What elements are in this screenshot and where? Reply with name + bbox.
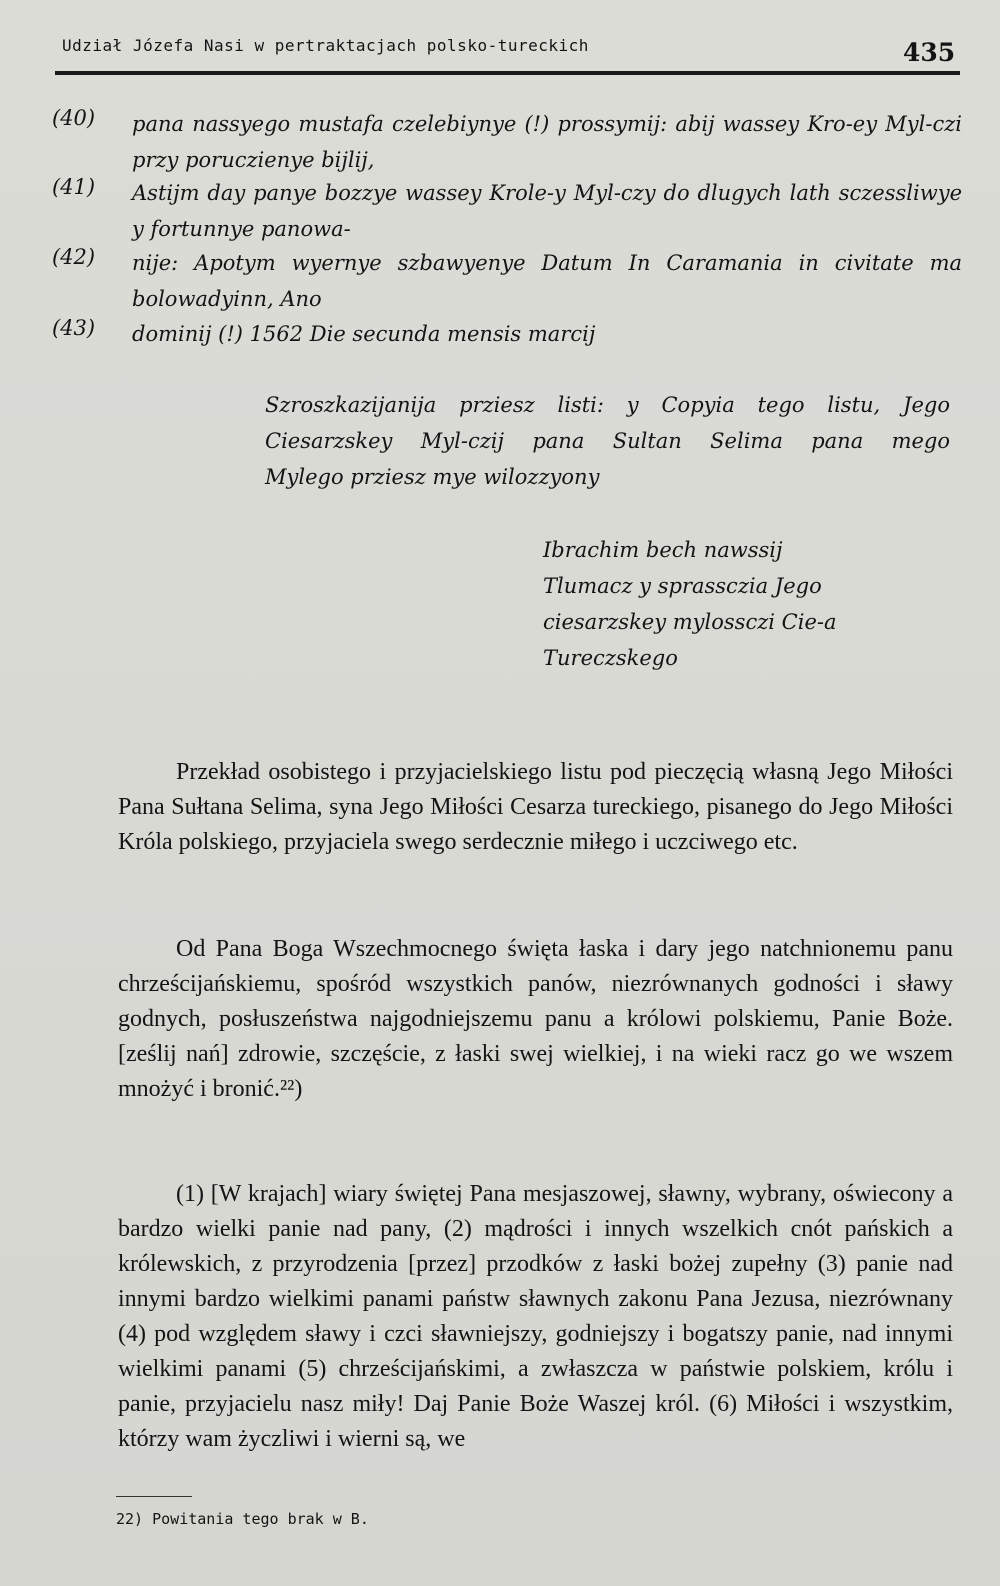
running-title: Udział Józefa Nasi w pertraktacjach polsko-tureckich bbox=[62, 36, 589, 55]
signature-line: ciesarzskey mylossczi Cie-a bbox=[543, 610, 837, 634]
signature-line: Tureczskego bbox=[543, 646, 678, 670]
paragraph-translation-title: Przekład osobistego i przyjacielskiego listu pod pieczęcią własną Jego Miłości Pana Sułtana Selima, syna Jego Miłości Cesarza tureckiego, pisanego do Jego Miłości Króla polskiego, przyjaciela swego serdecznie miłego i uczciwego etc. bbox=[118, 759, 953, 855]
verse-number: (41) bbox=[52, 175, 96, 199]
closing-line: Mylego prziesz mye wilozzyony bbox=[265, 465, 600, 489]
verse-number: (43) bbox=[52, 316, 96, 340]
signature-line: Tlumacz y sprassczia Jego bbox=[543, 574, 822, 598]
verse-number: (42) bbox=[52, 245, 96, 269]
closing-line: Ciesarzskey Myl-czij pana Sultan Selima pana mego bbox=[265, 429, 950, 453]
header-rule bbox=[55, 71, 960, 75]
closing-line: Szroszkazijanija prziesz listi: y Copyia tego listu, Jego bbox=[265, 393, 950, 417]
verse-text: dominij (!) 1562 Die secunda mensis marcij bbox=[132, 322, 596, 346]
translator-signature bbox=[543, 532, 943, 676]
page-number: 435 bbox=[903, 38, 956, 67]
closing-formula bbox=[265, 387, 950, 495]
signature-line: Ibrachim bech nawssij bbox=[543, 538, 783, 562]
verse-text: pana nassyego mustafa czelebiynye (!) prossymij: abij wassey Kro-ey Myl-czi przy poruczienye bijlij, bbox=[132, 112, 962, 172]
footnote-22: 22) Powitania tego brak w B. bbox=[116, 1510, 369, 1528]
verse-text: Astijm day panye bozzye wassey Krole-y Myl-czy do dlugych lath sczessliwye y fortunnye panowa- bbox=[132, 181, 962, 241]
paragraph-salutation: Od Pana Boga Wszechmocnego święta łaska i dary jego natchnionemu panu chrześcijańskiemu, spośród wszystkich panów, niezrównanych godności i sławy godnych, posłuszeństwa najgodniejszemu panu a królowi polskiemu, Panie Boże. [ześlij nań] zdrowie, szczęście, z łaski swej wielkiej, i na wieki racz go we wszem mnożyć i bronić.²²) bbox=[118, 936, 953, 1102]
paragraph-titles: (1) [W krajach] wiary świętej Pana mesjaszowej, sławny, wybrany, oświecony a bardzo wielki panie nad pany, (2) mądrości i innych wszelkich cnót pańskich a królewskich, z przyrodzenia [przez] przodków z łaski bożej zupełny (3) panie nad innymi bardzo wielkimi panami państw sławnych zakonu Pana Jezusa, niezrównany (4) pod względem sławy i czci sławniejszy, godniejszy i bogatszy panie, nad innymi wielkimi panami (5) chrześcijańskimi, a zwłaszcza w państwie polskiem, królu i panie, przyjacielu nasz miły! Daj Panie Boże Waszej król. (6) Miłości i wszystkim, którzy wam życzliwi i wierni są, we bbox=[118, 1181, 953, 1452]
verse-text: nije: Apotym wyernye szbawyenye Datum In Caramania in civitate ma bolowadyinn, Ano bbox=[132, 251, 962, 311]
verse-number: (40) bbox=[52, 106, 96, 130]
footnote-rule bbox=[116, 1496, 192, 1497]
